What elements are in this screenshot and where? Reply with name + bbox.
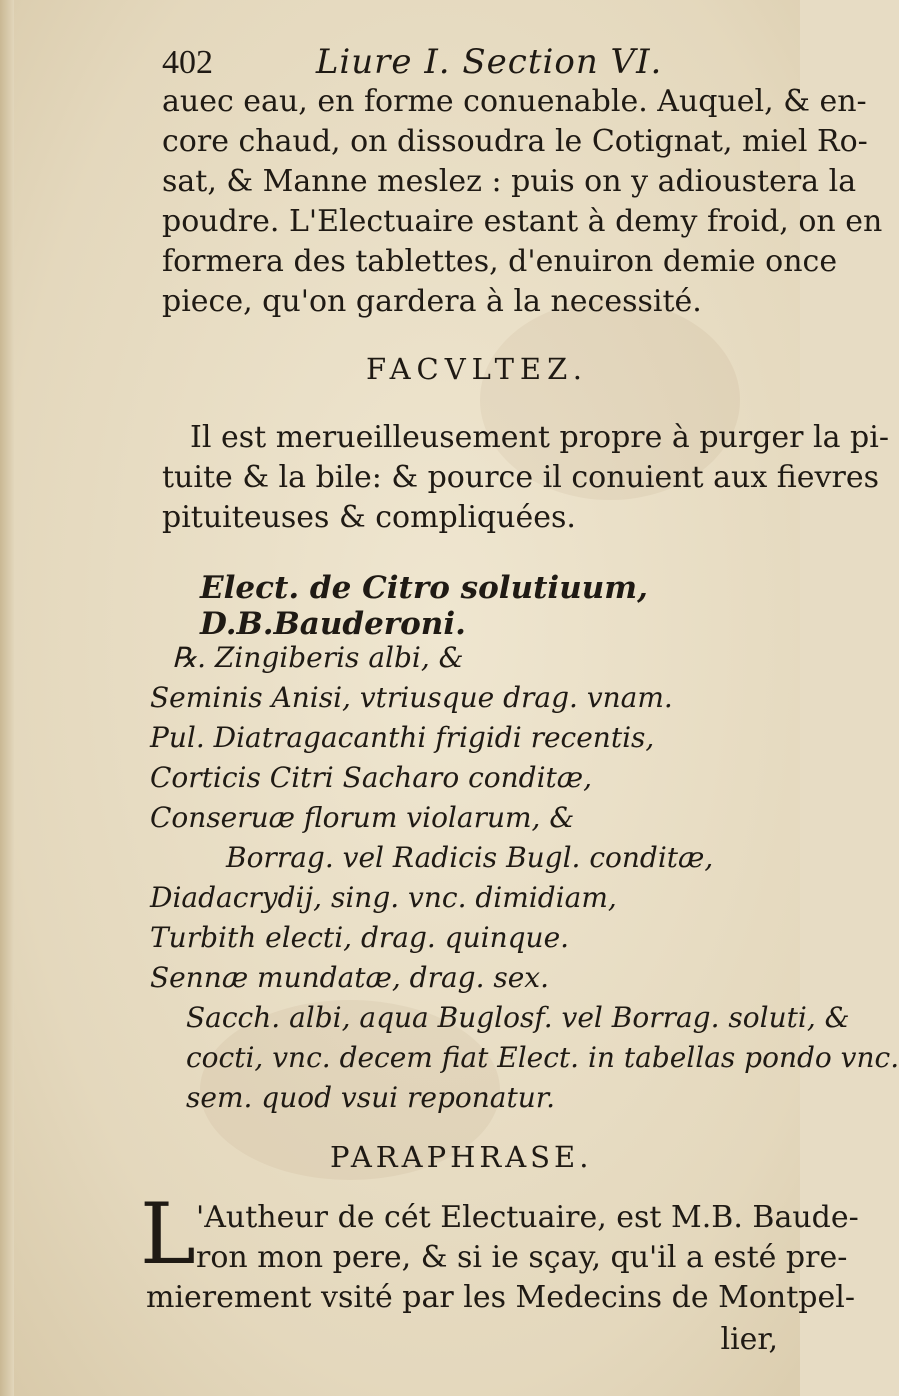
paraphrase-line: ron mon pere, & si ie sçay, qu'il a esté pre-	[196, 1240, 848, 1275]
facultez-line: Il est merueilleusement propre à purger la pi-	[190, 420, 889, 455]
intro-line: auec eau, en forme conuenable. Auquel, & en-	[162, 84, 867, 119]
recipe-title: Elect. de Citro solutiuum, D.B.Bauderoni.	[200, 570, 648, 642]
paraphrase-line: 'Autheur de cét Electuaire, est M.B. Baude-	[196, 1200, 859, 1235]
running-header	[162, 42, 662, 82]
intro-line: poudre. L'Electuaire estant à demy froid, on en	[162, 204, 883, 239]
recipe-line: ℞. Zingiberis albi, &	[172, 641, 464, 674]
recipe-line: Sennæ mundatæ, drag. sex.	[150, 961, 549, 994]
recipe-line: Corticis Citri Sacharo conditæ,	[150, 761, 592, 794]
recipe-line: Seminis Anisi, vtriusque drag. vnam.	[150, 681, 673, 714]
recipe-line: Pul. Diatragacanthi frigidi recentis,	[150, 721, 655, 754]
running-title: Liure I. Section VI.	[315, 42, 663, 82]
recipe-line: Turbith electi, drag. quinque.	[150, 921, 570, 954]
paraphrase-heading: PARAPHRASE.	[330, 1140, 593, 1174]
recipe-line: cocti, vnc. decem fiat Elect. in tabellas pondo vnc.	[186, 1041, 899, 1074]
paraphrase-line: lier,	[720, 1322, 778, 1357]
recipe-line: Sacch. albi, aqua Buglosf. vel Borrag. soluti, &	[186, 1001, 850, 1034]
recipe-line: sem. quod vsui reponatur.	[186, 1081, 555, 1114]
recipe-line: Diadacrydij, sing. vnc. dimidiam,	[150, 881, 617, 914]
intro-line: piece, qu'on gardera à la necessité.	[162, 284, 702, 319]
intro-line: formera des tablettes, d'enuiron demie once	[162, 244, 838, 279]
facultez-line: pituiteuses & compliquées.	[162, 500, 576, 535]
page-gutter	[0, 0, 14, 1396]
recipe-line: Conseruæ florum violarum, &	[150, 801, 575, 834]
facultez-heading: FACVLTEZ.	[366, 352, 588, 386]
intro-line: sat, & Manne meslez : puis on y adioustera la	[162, 164, 857, 199]
page-number: 402	[162, 44, 213, 81]
intro-line: core chaud, on dissoudra le Cotignat, miel Ro-	[162, 124, 868, 159]
recipe-line: Borrag. vel Radicis Bugl. conditæ,	[226, 841, 714, 874]
paraphrase-line: mierement vsité par les Medecins de Montpel-	[146, 1280, 855, 1315]
facultez-line: tuite & la bile: & pource il conuient aux fievres	[162, 460, 879, 495]
drop-cap: L	[140, 1185, 196, 1283]
